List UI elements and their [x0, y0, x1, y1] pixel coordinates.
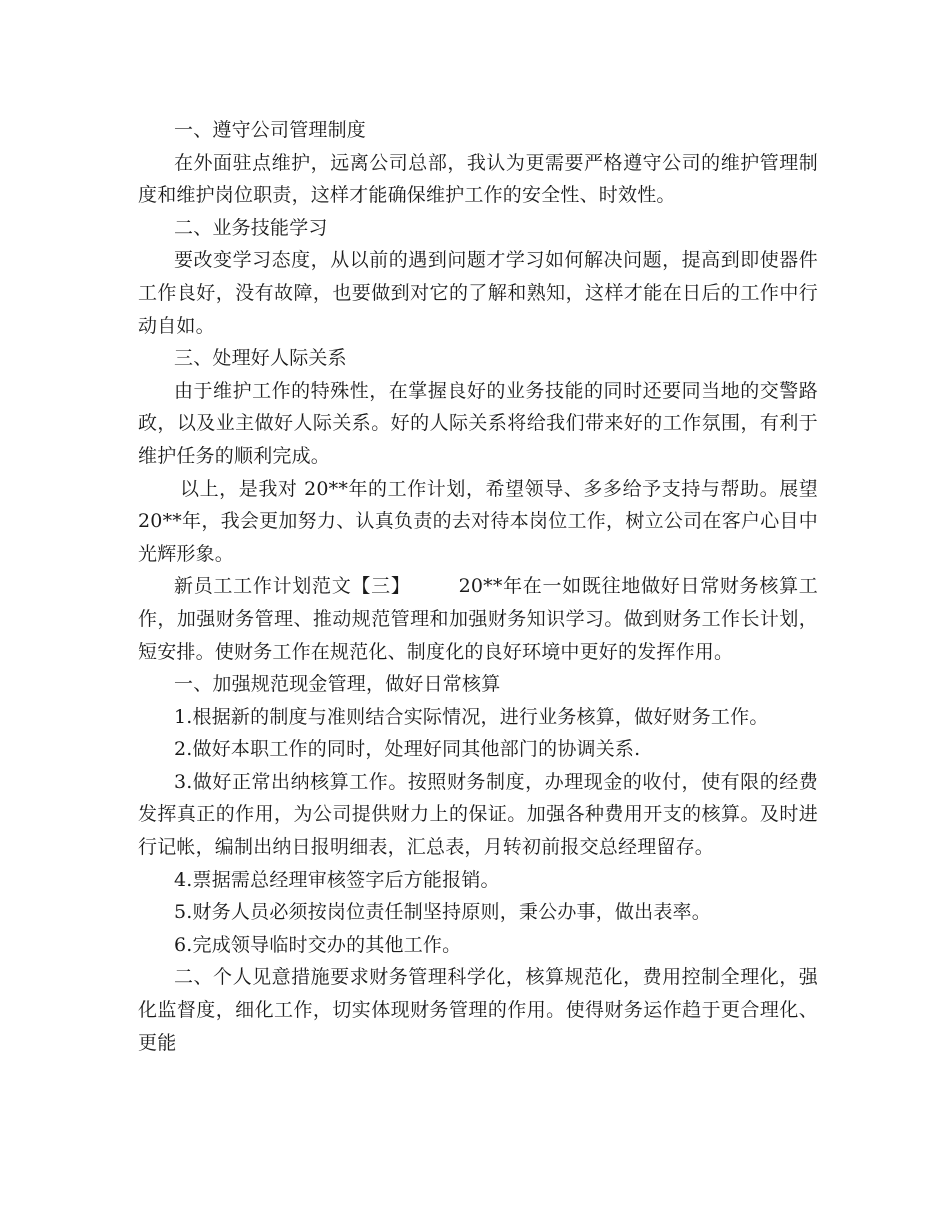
- list-item-5: 5.财务人员必须按岗位责任制坚持原则，秉公办事，做出表率。: [174, 901, 711, 924]
- section-heading-4: 一、加强规范现金管理，做好日常核算: [174, 673, 501, 696]
- document-page: [138, 114, 818, 1059]
- section-heading-5: 二、个人见意措施要求财务管理科学化，核算规范化，费用控制全理化，强化监督度，细化工作，切实体现财务管理的作用。使得财务运作趋于更合理化、更能: [138, 966, 818, 1054]
- section-heading-1: 一、遵守公司管理制度: [174, 119, 367, 141]
- paragraph-2: 要改变学习态度，从以前的遇到问题才学习如何解决问题，提高到即使器件工作良好，没有故障，也要做到对它的了解和熟知，这样才能在日后的工作中行动自如。: [138, 249, 818, 337]
- paragraph-plan-intro: [138, 570, 818, 668]
- section-heading-3: 三、处理好人际关系: [174, 347, 347, 370]
- list-item-1: 1.根据新的制度与准则结合实际情况，进行业务核算，做好财务工作。: [174, 705, 769, 728]
- paragraph-3: 由于维护工作的特殊性，在掌握良好的业务技能的同时还要同当地的交警路政，以及业主做好人际关系。好的人际关系将给我们带来好的工作氛围，有利于维护任务的顺利完成。: [138, 379, 818, 467]
- list-item-2: 2.做好本职工作的同时，处理好同其他部门的协调关系.: [174, 738, 641, 761]
- plan-intro-text: 20**年在一如既往地做好日常财务核算工作，加强财务管理、推动规范管理和加强财务知识学习。做到财务工作长计划，短安排。使财务工作在规范化、制度化的良好环境中更好的发挥作用。: [138, 575, 818, 663]
- paragraph-1: 在外面驻点维护，远离公司总部，我认为更需要严格遵守公司的维护管理制度和维护岗位职责，这样才能确保维护工作的安全性、时效性。: [138, 151, 818, 207]
- section-heading-2: 二、业务技能学习: [174, 216, 328, 239]
- paragraph-conclusion: 以上，是我对 20**年的工作计划，希望领导、多多给予支持与帮助。展望 20**年，我会更加努力、认真负责的去对待本岗位工作，树立公司在客户心目中光辉形象。: [138, 477, 818, 565]
- list-item-4: 4.票据需总经理审核签字后方能报销。: [174, 868, 500, 891]
- plan-title: 新员工工作计划范文【三】: [174, 575, 411, 598]
- list-item-6: 6.完成领导临时交办的其他工作。: [174, 933, 462, 956]
- list-item-3: 3.做好正常出纳核算工作。按照财务制度，办理现金的收付，使有限的经费发挥真正的作用，为公司提供财力上的保证。加强各种费用开支的核算。及时进行记帐，编制出纳日报明细表，汇总表，月转初前报交总经理留存。: [138, 770, 818, 859]
